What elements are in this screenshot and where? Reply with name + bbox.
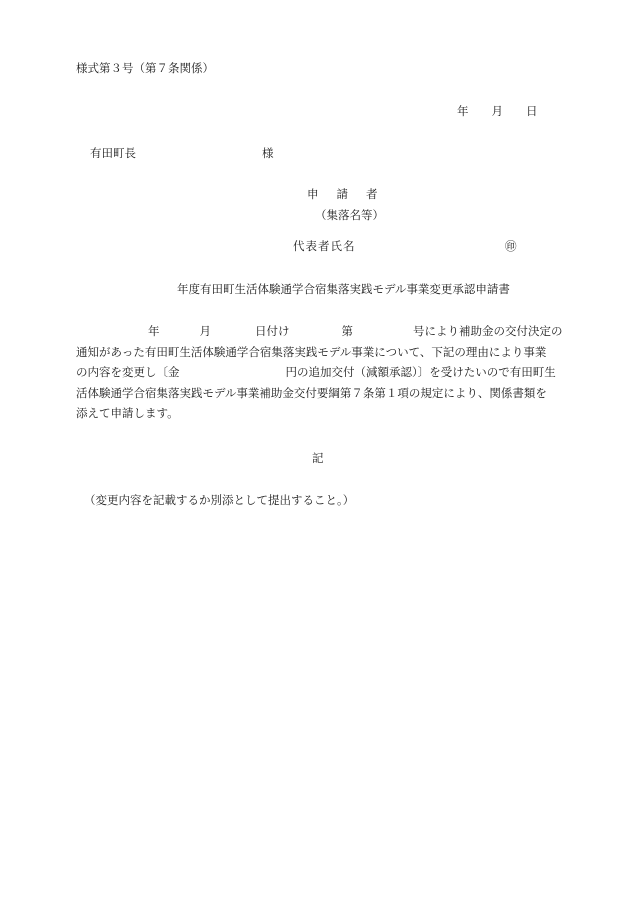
document-title: 年度有田町生活体験通学合宿集落実践モデル事業変更承認申請書 bbox=[177, 282, 510, 296]
body-year-label: 年 bbox=[148, 324, 160, 338]
body-line-1 bbox=[76, 321, 564, 342]
body-month-label: 月 bbox=[199, 324, 211, 338]
body-line-1-rest: 号により補助金の交付決定の bbox=[413, 324, 563, 338]
date-day-label: 日 bbox=[526, 104, 538, 118]
applicant-label-3: 者 bbox=[366, 187, 378, 201]
applicant-label-1: 申 bbox=[307, 187, 319, 201]
body-line-4: 活体験通学合宿集落実践モデル事業補助金交付要綱第７条第１項の規定により、関係書類を bbox=[76, 385, 547, 400]
seal-mark: ㊞ bbox=[505, 239, 517, 253]
ki-heading: 記 bbox=[312, 451, 324, 465]
representative-name-label: 代表者氏名 bbox=[293, 239, 356, 253]
body-paragraph bbox=[76, 321, 564, 424]
date-line bbox=[457, 103, 538, 119]
body-line-3 bbox=[76, 362, 564, 383]
date-month-label: 月 bbox=[491, 104, 503, 118]
note: （変更内容を記載するか別添として提出すること。） bbox=[84, 493, 355, 507]
body-day-label: 日付け bbox=[255, 324, 290, 338]
addressee bbox=[90, 145, 274, 161]
form-number: 様式第３号（第７条関係） bbox=[76, 61, 214, 75]
body-line-3-b: 円の追加交付（減額承認）〕を受けたいので有田町生 bbox=[285, 365, 556, 379]
applicant-label-2: 請 bbox=[336, 187, 348, 201]
date-year-label: 年 bbox=[457, 104, 469, 118]
body-number-prefix: 第 bbox=[341, 324, 353, 338]
body-line-2: 通知があった有田町生活体験通学合宿集落実践モデル事業について、下記の理由により事業 bbox=[76, 344, 547, 359]
body-line-3-a: の内容を変更し〔金 bbox=[76, 365, 180, 379]
applicant-heading bbox=[307, 186, 378, 202]
group-name-label: （集落名等） bbox=[315, 208, 384, 222]
addressee-honorific: 様 bbox=[262, 146, 274, 160]
body-line-5: 添えて申請します。 bbox=[76, 406, 179, 420]
addressee-name: 有田町長 bbox=[90, 146, 136, 160]
